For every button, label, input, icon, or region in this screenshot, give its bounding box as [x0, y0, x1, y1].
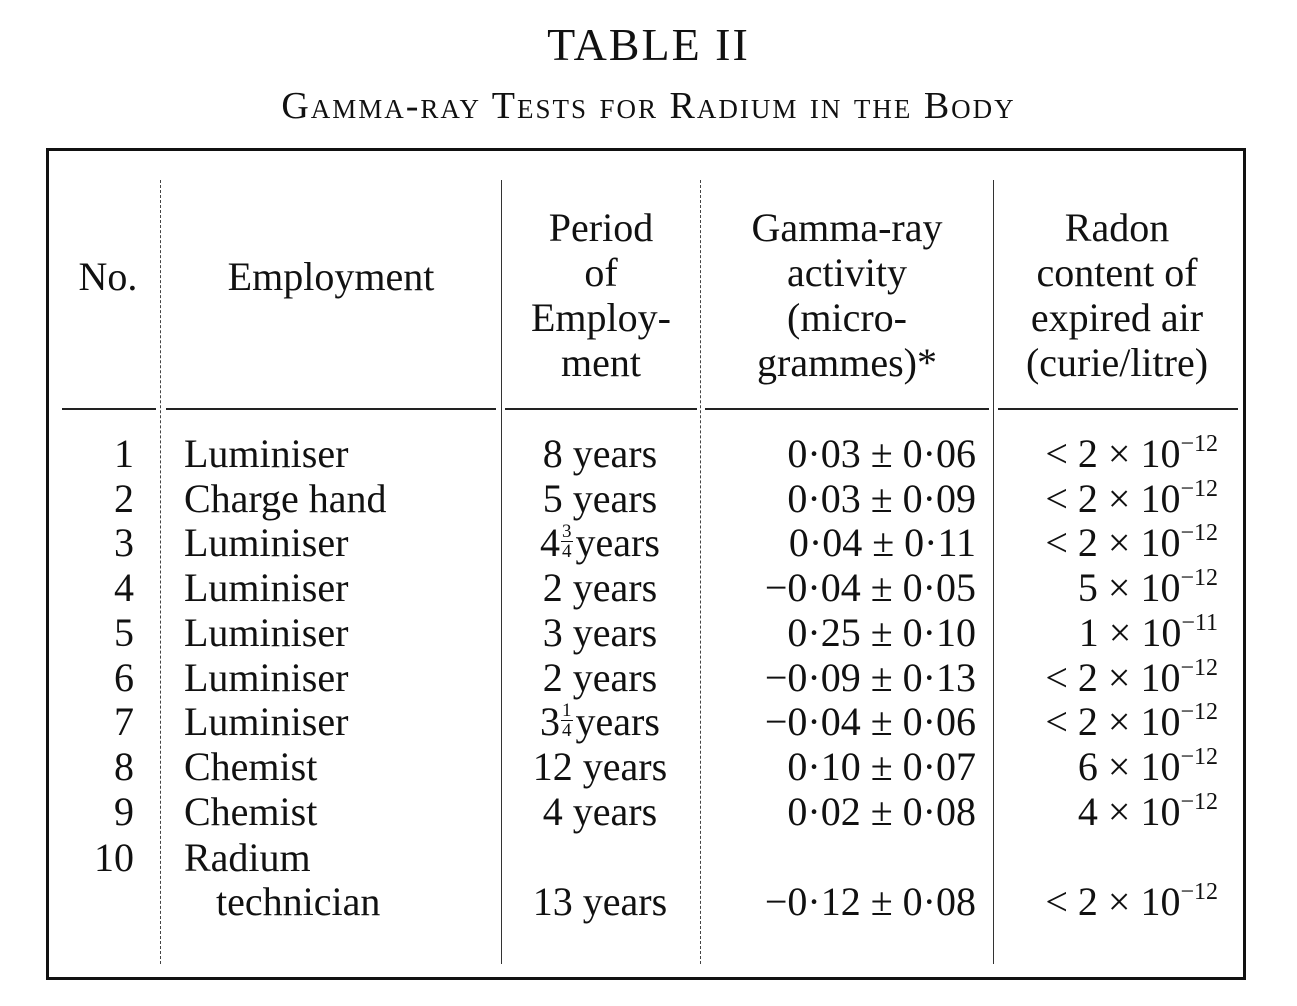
- header-rule: [166, 408, 496, 410]
- cell-employment: Luminiser: [184, 610, 349, 655]
- cell-period: 5 years: [542, 476, 658, 521]
- cell-period: 2 years: [542, 565, 658, 610]
- cell-gamma: 0·10 ± 0·07: [787, 744, 976, 789]
- cell-radon: $1 \times 10^{-11}$: [1078, 610, 1218, 655]
- cell-employment: Luminiser: [184, 565, 349, 610]
- cell-period: 3 years: [542, 610, 658, 655]
- cell-no: 3: [114, 520, 134, 565]
- cell-radon: $5 \times 10^{-12}$: [1077, 565, 1218, 610]
- table-title: Gamma-ray Tests for Radium in the Body: [281, 85, 1016, 127]
- header-rule: [705, 408, 989, 410]
- cell-radon: < $2 \times 10^{-12}$: [1045, 879, 1218, 924]
- cell-gamma: −0·09 ± 0·13: [764, 655, 976, 700]
- cell-period: 8 years: [542, 431, 658, 476]
- cell-period: 3 $\frac{1}{4}$ years: [540, 699, 660, 744]
- cell-employment: Luminiser: [184, 699, 349, 744]
- fraction: $\frac{3}{4}$: [562, 521, 572, 563]
- cell-gamma: 0·03 ± 0·06: [787, 431, 976, 476]
- cell-employment: Luminiser: [184, 655, 349, 700]
- cell-employment: Charge hand: [184, 476, 387, 521]
- cell-employment: Radium: [184, 835, 311, 880]
- header-rule: [505, 408, 697, 410]
- cell-radon: $4 \times 10^{-12}$: [1077, 789, 1218, 834]
- cell-gamma: 0·04 ± 0·11: [788, 520, 976, 565]
- header-employment: Employment: [227, 254, 435, 299]
- table-number: TABLE II: [547, 19, 750, 70]
- cell-employment: Luminiser: [184, 520, 349, 565]
- header-no: No.: [78, 254, 138, 299]
- header-rule: [62, 408, 156, 410]
- cell-no: 5: [114, 610, 134, 655]
- cell-gamma: 0·03 ± 0·09: [787, 476, 976, 521]
- cell-gamma: 0·02 ± 0·08: [787, 789, 976, 834]
- cell-radon: $6 \times 10^{-12}$: [1077, 744, 1218, 789]
- cell-radon: < $2 \times 10^{-12}$: [1045, 476, 1218, 521]
- header-radon: Radon content of expired air (curie/litre): [1025, 205, 1209, 385]
- cell-period: 4 $\frac{3}{4}$ years: [540, 520, 660, 565]
- cell-employment: Luminiser: [184, 431, 349, 476]
- fraction: $\frac{1}{4}$: [562, 700, 572, 742]
- header-gamma: Gamma-ray activity (micro- grammes)*: [751, 205, 943, 385]
- cell-employment-continued: technician: [216, 879, 381, 924]
- cell-no: 8: [114, 744, 134, 789]
- cell-radon: < $2 \times 10^{-12}$: [1045, 431, 1218, 476]
- cell-gamma: −0·12 ± 0·08: [764, 879, 976, 924]
- column-divider-no: [160, 180, 161, 964]
- cell-no: 6: [114, 655, 134, 700]
- cell-gamma: −0·04 ± 0·06: [764, 699, 976, 744]
- cell-radon: < $2 \times 10^{-12}$: [1045, 699, 1218, 744]
- cell-period: 4 years: [542, 789, 658, 834]
- cell-radon: < $2 \times 10^{-12}$: [1045, 655, 1218, 700]
- cell-no: 4: [114, 565, 134, 610]
- cell-no: 9: [114, 789, 134, 834]
- header-rule: [998, 408, 1238, 410]
- cell-gamma: 0·25 ± 0·10: [787, 610, 976, 655]
- cell-no: 10: [94, 835, 134, 880]
- cell-no: 1: [114, 431, 134, 476]
- cell-radon: < $2 \times 10^{-12}$: [1045, 520, 1218, 565]
- header-period: Period of Employ- ment: [531, 205, 671, 385]
- cell-no: 7: [114, 699, 134, 744]
- cell-period: 2 years: [542, 655, 658, 700]
- cell-gamma: −0·04 ± 0·05: [764, 565, 976, 610]
- cell-period: 13 years: [532, 879, 668, 924]
- cell-no: 2: [114, 476, 134, 521]
- cell-period: 12 years: [532, 744, 668, 789]
- cell-employment: Chemist: [184, 789, 318, 834]
- cell-employment: Chemist: [184, 744, 318, 789]
